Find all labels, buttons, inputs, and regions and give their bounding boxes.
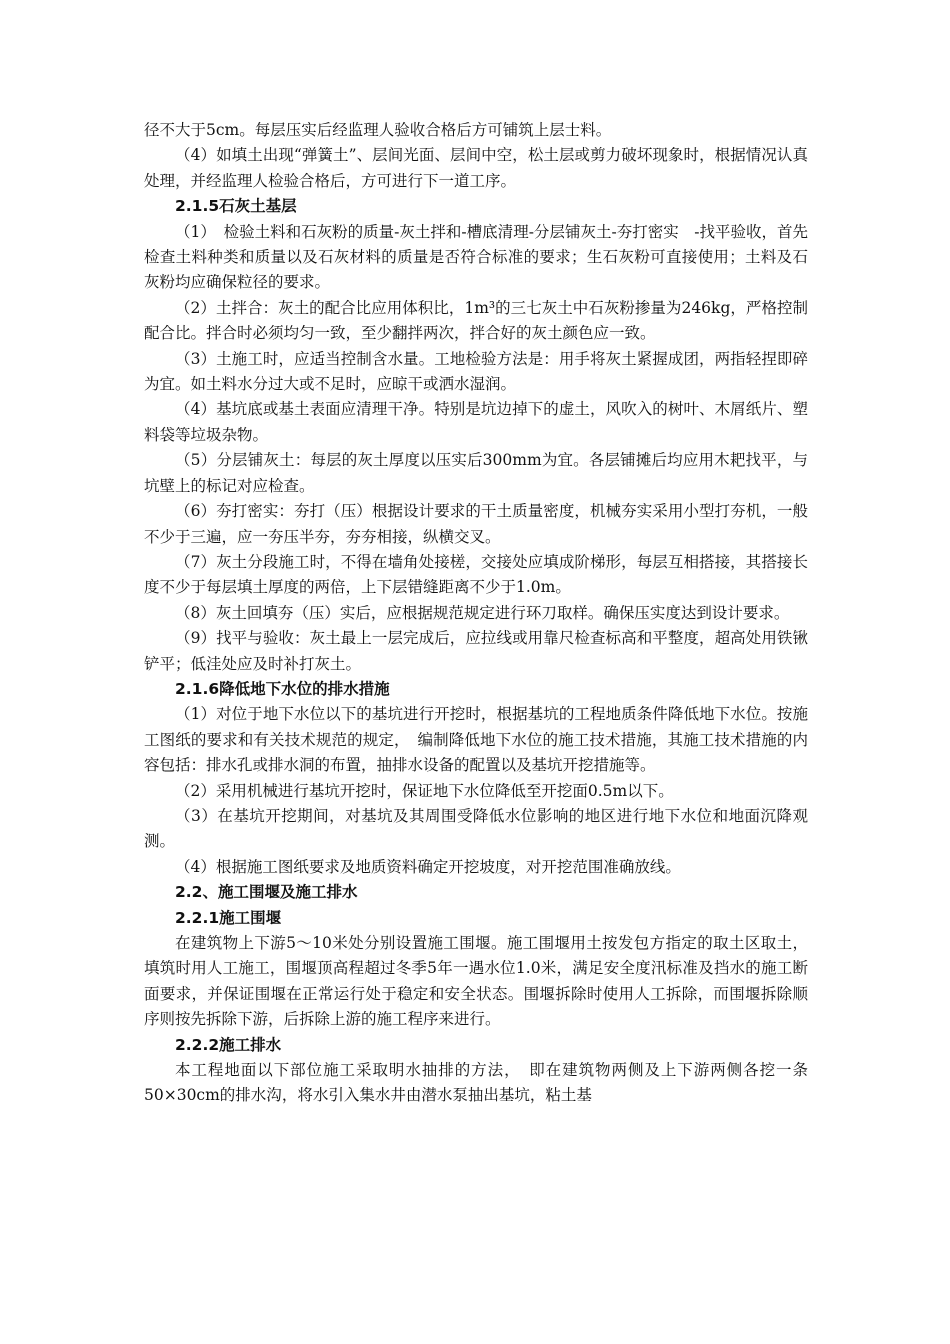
paragraph: （4）基坑底或基土表面应清理干净。特别是坑边掉下的虚土，风吹入的树叶、木屑纸片、塑料袋等垃圾杂物。 xyxy=(144,400,808,444)
paragraph: （7）灰土分段施工时，不得在墙角处接槎，交接处应填成阶梯形，每层互相搭接，其搭接长度不少于每层填土厚度的两倍，上下层错缝距离不少于1.0m。 xyxy=(144,552,808,597)
paragraph: （3）土施工时，应适当控制含水量。工地检验方法是：用手将灰土紧握成团，两指轻捏即碎为宜。如土料水分过大或不足时，应晾干或洒水湿润。 xyxy=(144,349,808,394)
paragraph: （4）如填土出现“弹簧土”、层间光面、层间中空，松土层或剪力破坏现象时，根据情况认真处理，并经监理人检验合格后，方可进行下一道工序。 xyxy=(144,146,808,190)
document-page xyxy=(144,118,808,1109)
paragraph: （8）灰土回填夯（压）实后，应根据规范规定进行环刀取样。确保压实度达到设计要求。 xyxy=(175,603,790,622)
paragraph: （5）分层铺灰土：每层的灰土厚度以压实后300mm为宜。各层铺摊后均应用木耙找平，与坑壁上的标记对应检查。 xyxy=(144,451,808,495)
section-heading: 2.2.1施工围堰 xyxy=(175,908,282,927)
paragraph: （6）夯打密实：夯打（压）根据设计要求的干土质量密度，机械夯实采用小型打夯机，一般不少于三遍，应一夯压半夯，夯夯相接，纵横交叉。 xyxy=(144,502,808,546)
paragraph: （2）采用机械进行基坑开挖时，保证地下水位降低至开挖面0.5m以下。 xyxy=(175,781,674,800)
section-heading: 2.2.2施工排水 xyxy=(175,1035,282,1054)
paragraph: （9）找平与验收：灰土最上一层完成后，应拉线或用靠尺检查标高和平整度，超高处用铁锹铲平；低洼处应及时补打灰土。 xyxy=(144,629,808,673)
section-heading: 2.1.5石灰土基层 xyxy=(175,197,297,216)
paragraph: 在建筑物上下游5～10米处分别设置施工围堰。施工围堰用土按发包方指定的取土区取土，填筑时用人工施工，围堰顶高程超过冬季5年一遇水位1.0米，满足安全度汛标准及挡水的施工断面要求，并保证围堰在正常运行处于稳定和安全状态。围堰拆除时使用人工拆除，而围堰拆除顺序则按先拆除下游，后拆除上游的施工程序来进行。 xyxy=(144,934,808,1029)
section-heading: 2.2、施工围堰及施工排水 xyxy=(175,883,358,902)
paragraph: （1）对位于地下水位以下的基坑进行开挖时，根据基坑的工程地质条件降低地下水位。按施工图纸的要求和有关技术规范的规定， 编制降低地下水位的施工技术措施，其施工技术措施的内容包括：排水孔或排水洞的布置，抽排水设备的配置以及基坑开挖措施等。 xyxy=(144,705,808,775)
paragraph: 径不大于5cm。每层压实后经监理人验收合格后方可铺筑上层士料。 xyxy=(144,121,612,139)
paragraph: （2）土拌合：灰土的配合比应用体积比，1m³的三七灰土中石灰粉掺量为246kg，严格控制配合比。拌合时必须均匀一致，至少翻拌两次，拌合好的灰土颜色应一致。 xyxy=(144,298,808,343)
section-heading: 2.1.6降低地下水位的排水措施 xyxy=(175,679,390,698)
paragraph: （1） 检验土料和石灰粉的质量-灰土拌和-槽底清理-分层铺灰土-夯打密实 -找平验收，首先检查土料种类和质量以及石灰材料的质量是否符合标准的要求；生石灰粉可直接使用；土料及石灰粉均应确保粒径的要求。 xyxy=(144,222,808,292)
paragraph: 本工程地面以下部位施工采取明水抽排的方法， 即在建筑物两侧及上下游两侧各挖一条50×30cm的排水沟，将水引入集水井由潜水泵抽出基坑，粘土基 xyxy=(144,1061,808,1105)
paragraph: （4）根据施工图纸要求及地质资料确定开挖坡度，对开挖范围准确放线。 xyxy=(175,857,681,876)
paragraph: （3）在基坑开挖期间，对基坑及其周围受降低水位影响的地区进行地下水位和地面沉降观测。 xyxy=(144,806,808,851)
